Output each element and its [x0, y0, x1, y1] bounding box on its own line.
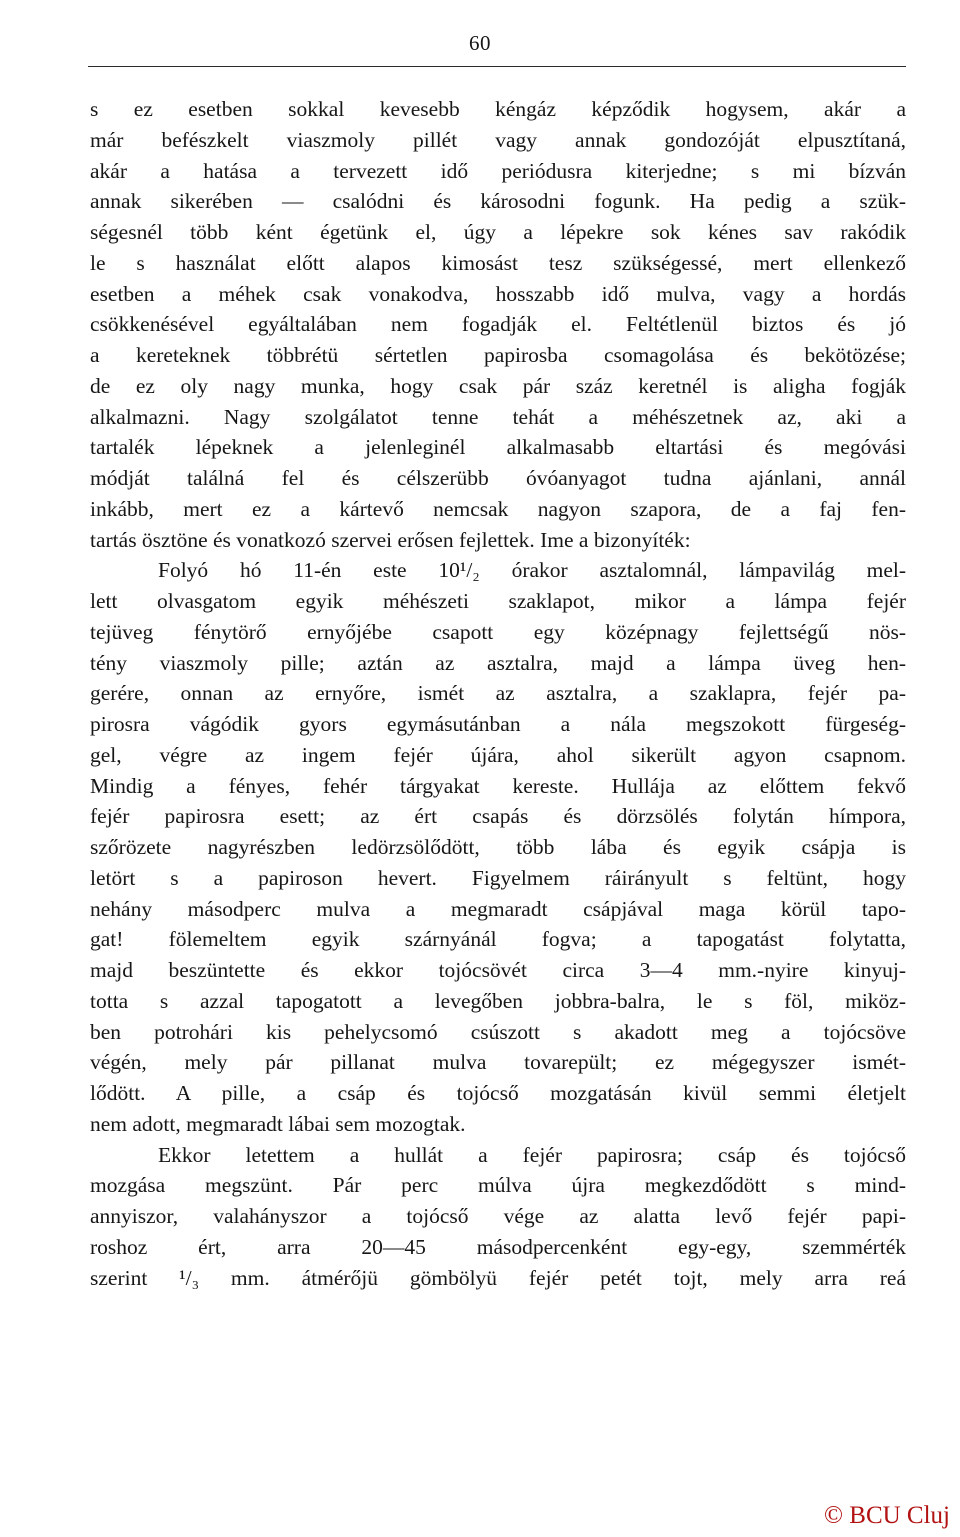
text-line: majd beszüntette és ekkor tojócsövét circa 3—4 mm.-nyire kinyuj-	[90, 958, 906, 982]
text-line: alkalmazni. Nagy szolgálatot tenne tehát a méhészetnek az, aki a	[90, 404, 906, 429]
text-line: le s használat előtt alapos kimosást tesz szükségessé, mert ellenkező	[90, 250, 906, 275]
text-line: ségesnél több ként égetünk el, úgy a lépekre sok kénes sav rakódik	[90, 220, 906, 244]
body-text	[90, 94, 906, 1293]
text-line: mozgása megszünt. Pár perc múlva újra megkezdődött s mind-	[90, 1173, 906, 1198]
text-line: gat! fölemeltem egyik szárnyánál fogva; a tapogatást folytatta,	[90, 927, 906, 952]
text-line: tartás ösztöne és vonatkozó szervei erősen fejlettek. Ime a bizonyíték:	[90, 527, 691, 552]
text-line: tejüveg fénytörő ernyőjébe csapott egy középnagy fejlettségű nös-	[90, 619, 906, 644]
text-line: Folyó hó 11-én este 10¹/₂ órakor asztalomnál, lámpavilág mel-	[158, 558, 906, 583]
text-line: inkább, mert ez a kártevő nemcsak nagyon szapora, de a faj fen-	[90, 496, 906, 521]
text-line: módját találná fel és célszerübb óvóanyagot tudna ajánlani, annál	[90, 466, 906, 490]
header-rule	[88, 66, 906, 67]
text-line: a kereteknek többrétü sértetlen papirosba csomagolása és bekötözése;	[90, 343, 906, 367]
watermark: © BCU Cluj	[824, 1502, 950, 1529]
text-line: lődött. A pille, a csáp és tojócső mozgatásán kivül semmi életjelt	[90, 1081, 906, 1105]
text-line: tartalék lépeknek a jelenleginél alkalmasabb eltartási és megóvási	[90, 435, 906, 460]
text-line: totta s azzal tapogatott a levegőben jobbra-balra, le s föl, miköz-	[90, 988, 906, 1013]
text-line: akár a hatása a tervezett idő periódusra kiterjedne; s mi bízván	[90, 158, 906, 183]
text-line: de ez oly nagy munka, hogy csak pár száz keretnél is aligha fogják	[90, 373, 906, 398]
text-line: letört s a papiroson hevert. Figyelmem ráirányult s feltünt, hogy	[90, 865, 906, 890]
text-line: Ekkor letettem a hullát a fejér papirosra; csáp és tojócső	[158, 1142, 906, 1167]
text-line: Mindig a fényes, fehér tárgyakat kereste. Hullája az előttem fekvő	[90, 773, 906, 798]
text-line: szőrözete nagyrészben ledörzsölődött, több lába és egyik csápja is	[90, 835, 906, 859]
text-line: ben potrohári kis pehelycsomó csúszott s akadott meg a tojócsöve	[90, 1019, 906, 1044]
text-line: csökkenésével egyáltalában nem fogadják el. Feltétlenül biztos és jó	[90, 312, 906, 337]
text-line: fejér papirosra esett; az ért csapás és dörzsölés folytán hímpora,	[90, 804, 906, 829]
text-line: gerére, onnan az ernyőre, ismét az asztalra, a szaklapra, fejér pa-	[90, 681, 906, 706]
text-line: esetben a méhek csak vonakodva, hosszabb idő mulva, vagy a hordás	[90, 281, 906, 306]
text-line: pirosra vágódik gyors egymásutánban a nála megszokott fürgeség-	[90, 712, 906, 736]
page-number: 60	[469, 31, 491, 55]
text-line: s ez esetben sokkal kevesebb kéngáz képződik hogysem, akár a	[90, 97, 906, 121]
text-line: annak sikerében — csalódni és károsodni fogunk. Ha pedig a szük-	[90, 189, 906, 214]
text-line: annyiszor, valahányszor a tojócső vége az alatta levő fejér papi-	[90, 1204, 906, 1228]
text-line: nehány másodperc mulva a megmaradt csápjával maga körül tapo-	[90, 896, 906, 921]
text-line: gel, végre az ingem fejér újára, ahol sikerült agyon csapnom.	[90, 742, 906, 767]
text-line: roshoz ért, arra 20—45 másodpercenként egy-egy, szemmérték	[90, 1234, 906, 1259]
text-line: nem adott, megmaradt lábai sem mozogtak.	[90, 1111, 466, 1136]
text-line: tény viaszmoly pille; aztán az asztalra, majd a lámpa üveg hen-	[90, 650, 906, 675]
text-line: szerint ¹/₃ mm. átmérőjü gömbölyü fejér petét tojt, mely arra reá	[90, 1265, 906, 1290]
text-line: végén, mely pár pillanat mulva tovarepült; ez mégegyszer ismét-	[90, 1050, 906, 1075]
text-line: már befészkelt viaszmoly pillét vagy annak gondozóját elpusztítaná,	[90, 127, 906, 152]
text-line: lett olvasgatom egyik méhészeti szaklapot, mikor a lámpa fejér	[90, 589, 906, 613]
